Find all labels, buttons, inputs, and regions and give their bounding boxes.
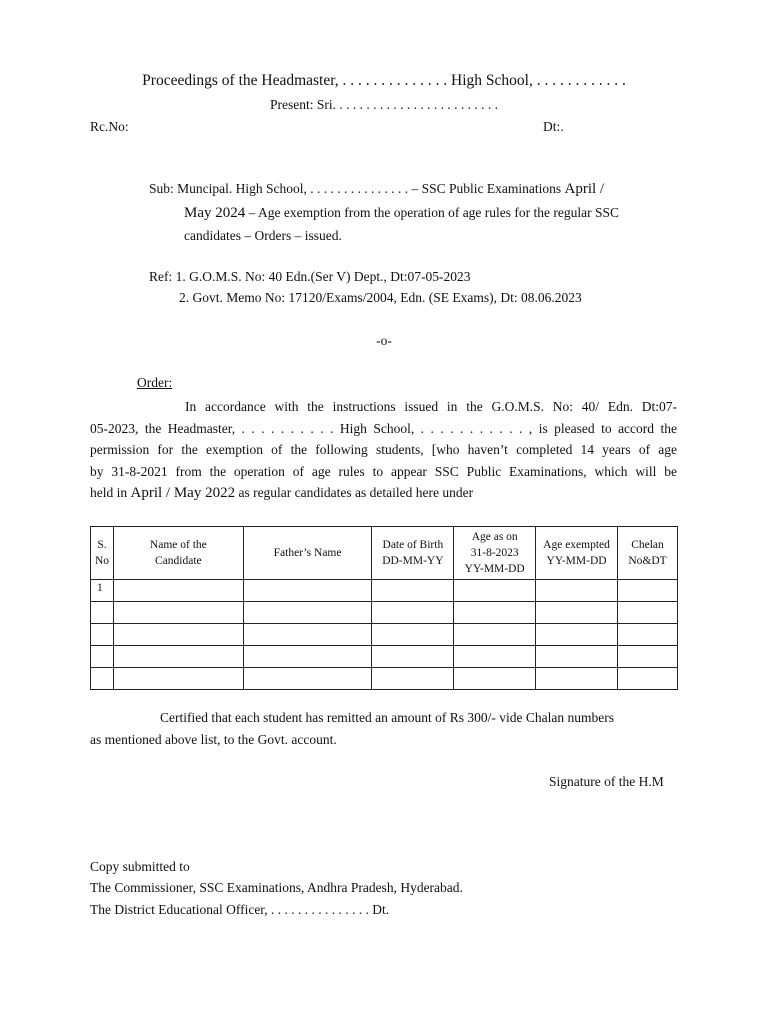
order-line-1: In accordance with the instructions issued in the G.O.M.S. No: 40/ Edn. Dt:07-	[185, 399, 677, 414]
subject-exam-year: May 2024	[184, 205, 246, 221]
order-exam-period: April / May 2022	[130, 485, 236, 501]
copy-recipient-commissioner: The Commissioner, SSC Examinations, Andhra Pradesh, Hyderabad.	[90, 880, 463, 895]
header-serial-number: S. No	[91, 527, 114, 580]
cell-serial	[91, 646, 114, 668]
subject-line-3: candidates – Orders – issued.	[184, 228, 342, 243]
table-row	[91, 668, 678, 690]
cell-father-name	[243, 624, 372, 646]
cell-date-of-birth	[372, 668, 454, 690]
cell-age-exempted	[536, 580, 618, 602]
reference-1: Ref: 1. G.O.M.S. No: 40 Edn.(Ser V) Dept., Dt:07-05-2023	[149, 269, 471, 284]
order-heading: Order:	[137, 375, 173, 390]
cell-age-as-on	[454, 580, 536, 602]
header-age-as-on: Age as on 31-8-2023 YY-MM-DD	[454, 527, 536, 580]
table-row	[91, 624, 678, 646]
present-line: Present: Sri. . . . . . . . . . . . . . . . . . . . . . . . .	[270, 97, 498, 112]
order-line-2: 05-2023, the Headmaster, . . . . . . . . . . High School, . . . . . . . . . . . , is pleased to accord the	[90, 420, 677, 436]
cell-candidate-name	[113, 624, 243, 646]
cell-serial	[91, 624, 114, 646]
cell-chelan	[618, 646, 678, 668]
order-paragraph	[90, 396, 677, 504]
cell-age-exempted	[536, 646, 618, 668]
cell-age-as-on	[454, 646, 536, 668]
reference-2: 2. Govt. Memo No: 17120/Exams/2004, Edn. (SE Exams), Dt: 08.06.2023	[179, 290, 582, 305]
subject-exam-month: April /	[564, 181, 605, 197]
proceedings-title: Proceedings of the Headmaster, . . . . . . . . . . . . . . High School, . . . . . . . . . . . .	[142, 72, 626, 89]
cell-chelan	[618, 580, 678, 602]
subject-line-2	[184, 205, 619, 222]
subject-text-2: – Age exemption from the operation of age rules for the regular SSC	[245, 205, 620, 220]
cell-age-exempted	[536, 624, 618, 646]
cell-chelan	[618, 624, 678, 646]
cell-date-of-birth	[372, 602, 454, 624]
cell-serial: 1	[91, 580, 114, 602]
table-row	[91, 580, 678, 602]
header-age-exempted: Age exempted YY-MM-DD	[536, 527, 618, 580]
table-row	[91, 602, 678, 624]
order-line-4: by 31-8-2021 from the operation of age rules to appear SSC Public Examinations, which will be	[90, 463, 677, 479]
header-candidate-name: Name of the Candidate	[113, 527, 243, 580]
cell-candidate-name	[113, 580, 243, 602]
section-separator: -o-	[376, 333, 392, 348]
table-row	[91, 646, 678, 668]
cell-candidate-name	[113, 646, 243, 668]
cell-serial	[91, 668, 114, 690]
cell-father-name	[243, 580, 372, 602]
cell-father-name	[243, 668, 372, 690]
copy-submitted-heading: Copy submitted to	[90, 859, 190, 874]
cell-age-as-on	[454, 624, 536, 646]
cell-candidate-name	[113, 602, 243, 624]
copy-recipient-deo: The District Educational Officer, . . . . . . . . . . . . . . . Dt.	[90, 902, 390, 917]
cell-age-exempted	[536, 668, 618, 690]
cell-age-as-on	[454, 668, 536, 690]
cell-chelan	[618, 602, 678, 624]
table-header-row	[91, 527, 678, 580]
headmaster-signature-label: Signature of the H.M	[549, 774, 664, 789]
cell-father-name	[243, 602, 372, 624]
certificate-line-2: as mentioned above list, to the Govt. account.	[90, 732, 337, 747]
cell-age-exempted	[536, 602, 618, 624]
cell-date-of-birth	[372, 624, 454, 646]
header-father-name: Father’s Name	[243, 527, 372, 580]
header-date-of-birth: Date of Birth DD-MM-YY	[372, 527, 454, 580]
order-line-5-post: as regular candidates as detailed here under	[235, 485, 474, 500]
header-chelan: Chelan No&DT	[618, 527, 678, 580]
cell-candidate-name	[113, 668, 243, 690]
subject-text-1: Sub: Muncipal. High School, . . . . . . . . . . . . . . . – SSC Public Examinations	[149, 181, 565, 196]
cell-age-as-on	[454, 602, 536, 624]
date-label: Dt:.	[543, 119, 564, 134]
order-line-5-pre: held in	[90, 485, 131, 500]
cell-date-of-birth	[372, 580, 454, 602]
cell-father-name	[243, 646, 372, 668]
order-line-5	[90, 482, 677, 504]
cell-chelan	[618, 668, 678, 690]
cell-serial	[91, 602, 114, 624]
order-line-3: permission for the exemption of the following students, [who haven’t completed 14 years of age	[90, 442, 677, 457]
rc-number-label: Rc.No:	[90, 119, 129, 134]
subject-line-1	[149, 181, 604, 198]
certificate-line-1: Certified that each student has remitted an amount of Rs 300/- vide Chalan numbers	[160, 710, 615, 725]
candidates-table	[90, 526, 678, 690]
cell-date-of-birth	[372, 646, 454, 668]
